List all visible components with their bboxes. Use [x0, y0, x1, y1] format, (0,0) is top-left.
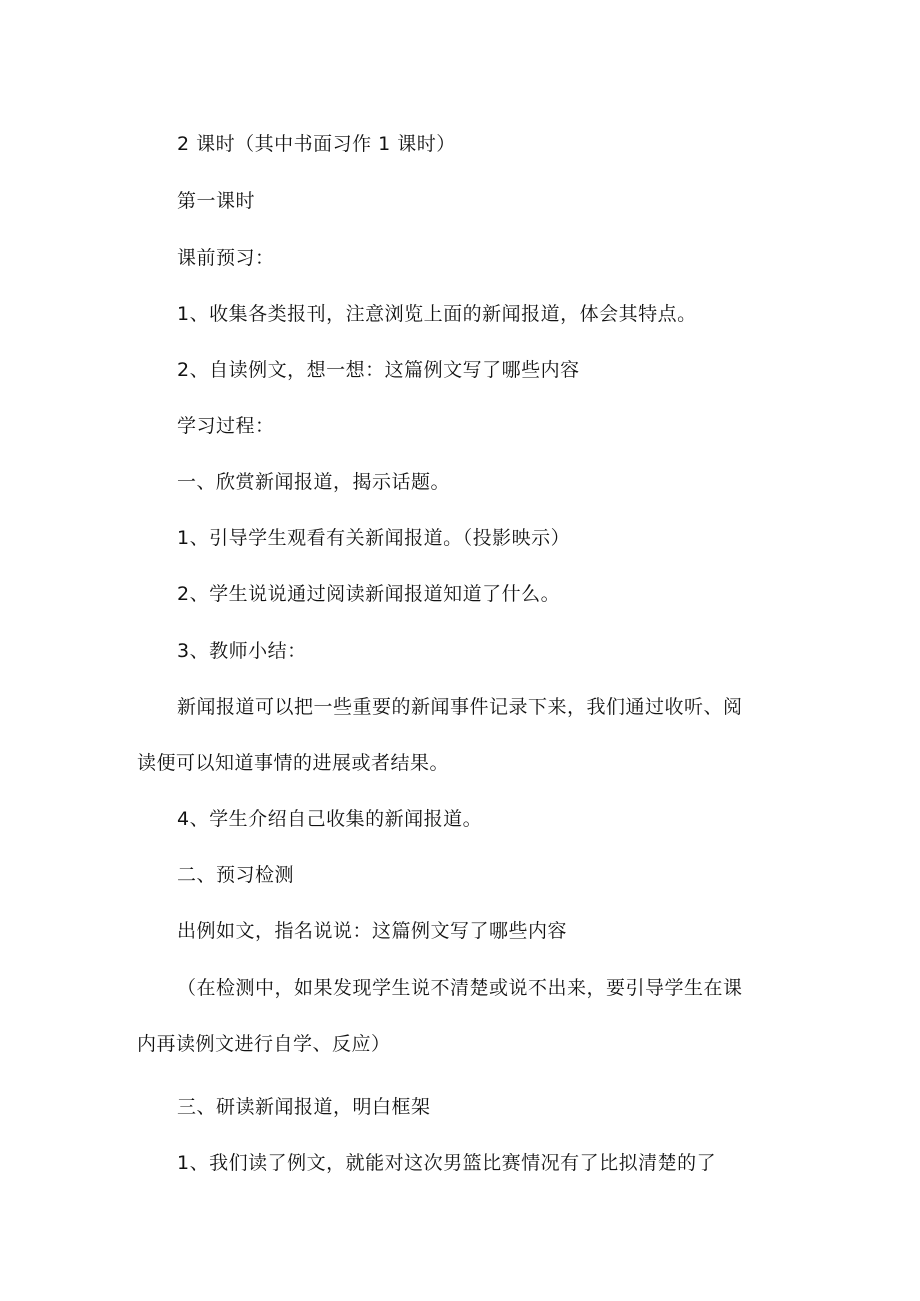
preview-item-2: 2、自读例文，想一想：这篇例文写了哪些内容 [177, 359, 580, 381]
note-paragraph-line-1: （在检测中，如果发现学生说不清楚或说不出来，要引导学生在课 [177, 977, 743, 999]
section-2-text: 出例如文，指名说说：这篇例文写了哪些内容 [177, 920, 568, 942]
section-1-heading: 一、欣赏新闻报道，揭示话题。 [177, 471, 451, 493]
section-2-heading: 二、预习检测 [177, 864, 295, 886]
section-1-item-2: 2、学生说说通过阅读新闻报道知道了什么。 [177, 583, 561, 605]
preview-item-1: 1、收集各类报刊，注意浏览上面的新闻报道，体会其特点。 [177, 303, 697, 325]
section-1-item-4: 4、学生介绍自己收集的新闻报道。 [177, 808, 483, 830]
preview-heading: 课前预习： [177, 247, 275, 269]
section-3-item-1: 1、我们读了例文，就能对这次男篮比赛情况有了比拟清楚的了 [177, 1152, 717, 1174]
summary-paragraph-line-2: 读便可以知道事情的进展或者结果。 [137, 752, 450, 774]
first-lesson-heading: 第一课时 [177, 190, 256, 212]
learning-process-heading: 学习过程： [177, 415, 275, 437]
summary-paragraph-line-1: 新闻报道可以把一些重要的新闻事件记录下来，我们通过收听、阅 [177, 696, 743, 718]
lesson-hours-line: 2 课时（其中书面习作 1 课时） [177, 133, 456, 155]
section-3-heading: 三、研读新闻报道，明白框架 [177, 1096, 431, 1118]
section-1-item-3: 3、教师小结： [177, 640, 307, 662]
note-paragraph-line-2: 内再读例文进行自学、反应） [137, 1033, 391, 1055]
section-1-item-1: 1、引导学生观看有关新闻报道。（投影映示） [177, 527, 571, 549]
